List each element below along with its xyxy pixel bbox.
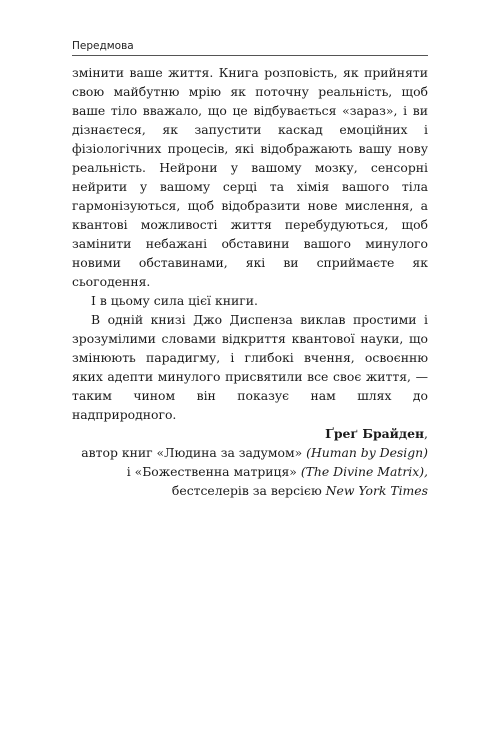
signature-line-3-text: бестселерів за версією bbox=[171, 483, 326, 498]
signature-line-1-text: автор книг «Людина за задумом» bbox=[81, 445, 307, 460]
running-head: Передмова bbox=[72, 40, 134, 52]
author-comma: , bbox=[424, 426, 428, 441]
signature-line-2-text: і «Божественна матриця» bbox=[126, 464, 301, 479]
signature-line-3 bbox=[72, 481, 428, 500]
signature-author-line bbox=[72, 424, 428, 443]
author-name: Ґреґ Брайден bbox=[325, 426, 425, 441]
header-rule bbox=[72, 55, 428, 56]
signature-line-3-italic: New York Times bbox=[325, 483, 428, 498]
signature-line-1-italic: (Human by Design) bbox=[306, 445, 428, 460]
paragraph-dispenza: В одній книзі Джо Диспенза виклав простими і зрозумілими словами відкриття квантової науки, що змінюють парадигму, і глибокі вчення, освоєнню яких адепти минулого присвятили все своє життя, — таким чином він показує нам шлях до надприродного. bbox=[72, 312, 428, 422]
signature-line-1 bbox=[72, 443, 428, 462]
paragraph-power: І в цьому сила цієї книги. bbox=[91, 293, 258, 308]
signature-line-2 bbox=[72, 462, 428, 481]
signature-line-2-italic: (The Divine Matrix), bbox=[300, 464, 428, 479]
page-body bbox=[72, 63, 428, 500]
paragraph-continued: змінити ваше життя. Книга розповість, як прийняти свою майбутню мрію як поточну реальність, щоб ваше тіло вважало, що це відбувається «зараз», і ви дізнаєтеся, як запустити каскад емоційних і фізіологічних процесів, які відображають вашу нову реальність. Нейрони у вашому мозку, сенсорні нейрити у вашому серці та хімія вашого тіла гармонізуються, щоб відобразити нове мислення, а квантові можливості життя перебудуються, щоб замінити небажані обставини вашого минулого новими обставинами, які ви сприймаєте як сьогодення. bbox=[72, 65, 428, 289]
